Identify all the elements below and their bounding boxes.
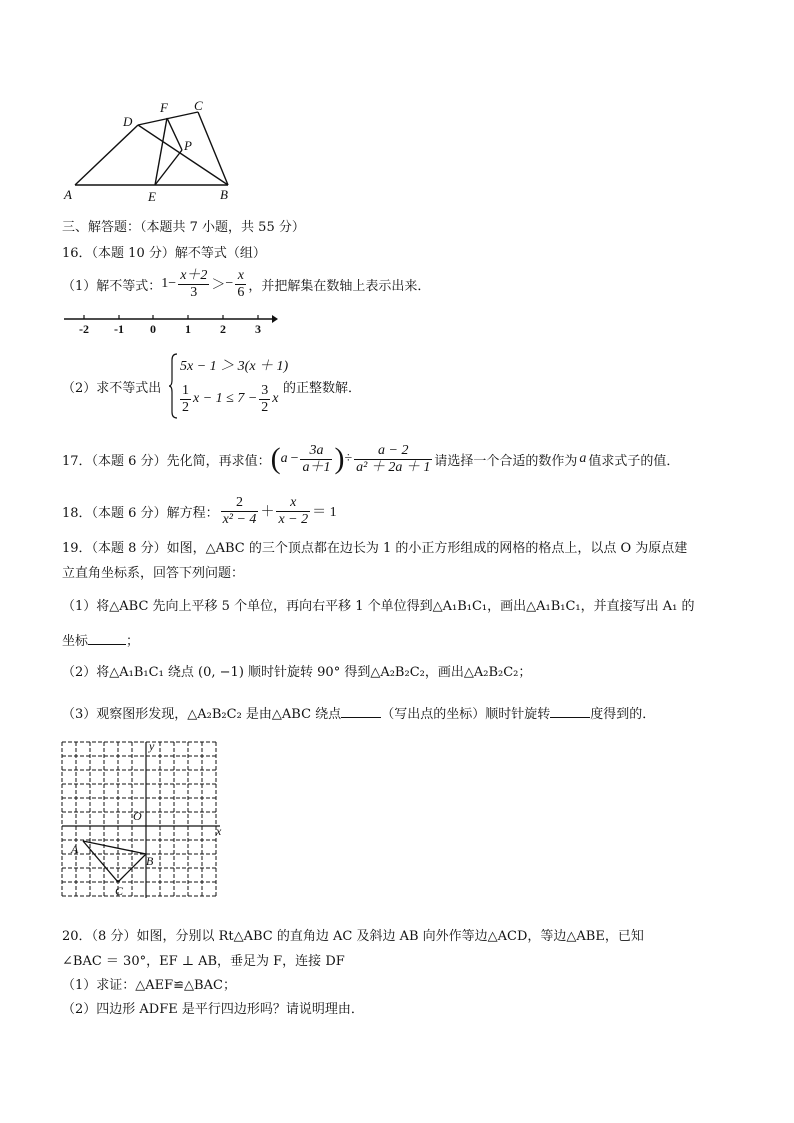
tick-label: -2 (79, 322, 89, 336)
system-line2-tail: x (272, 391, 279, 406)
tick-label: -1 (114, 322, 124, 336)
answer-blank-angle[interactable] (550, 705, 590, 718)
system-line2-mid: x − 1 ≤ 7 − (193, 391, 258, 406)
q17-frac1 (300, 443, 332, 476)
q17-div: ÷ (344, 451, 353, 466)
label-F: F (160, 100, 168, 115)
q18-frac1 (221, 495, 259, 528)
grid-label-A: A (71, 842, 79, 856)
q18-frac1-num: 2 (221, 495, 259, 512)
system-frac1-den: 2 (182, 399, 189, 415)
q17-var: a (579, 451, 587, 466)
q16-part1 (62, 264, 430, 304)
ineq-one: 1 (161, 276, 169, 291)
number-line (62, 310, 282, 336)
q19-line2: 立直角坐标系，回答下列问题： (62, 566, 245, 581)
label-E: E (148, 189, 156, 204)
q18-eq: ＝ 1 (312, 505, 337, 520)
tick-label: 3 (255, 322, 261, 336)
label-A: A (64, 187, 72, 202)
q18 (62, 491, 337, 531)
grid-label-x: x (216, 824, 222, 838)
ineq-neg: − (225, 276, 234, 291)
q20-part2: （2）四边形 ADFE 是平行四边形吗？请说明理由． (62, 1002, 364, 1017)
grid-label-C: C (115, 884, 124, 898)
q17-frac1-num: 3a (300, 443, 332, 460)
q16-part1-suffix: ，并把解集在数轴上表示出来． (248, 278, 431, 294)
q16-part2-prefix: （2）求不等式出 (62, 381, 162, 396)
system-frac2-den: 2 (261, 399, 269, 415)
q19-part1-c: ； (126, 634, 140, 649)
ineq-frac2 (235, 268, 246, 301)
q17-frac2 (354, 443, 432, 476)
q18-frac2-den: x − 2 (278, 511, 309, 527)
section-heading: 三、解答题：（本题共 7 小题，共 55 分） (62, 220, 305, 235)
q20-line1: 20．（8 分）如图，分别以 Rt△ABC 的直角边 AC 及斜边 AB 向外作等边△ACD，等边△ABE，已知 (62, 929, 644, 944)
q18-frac1-den: x² − 4 (222, 511, 257, 527)
grid-label-B: B (146, 854, 154, 868)
grid-label-O: O (133, 809, 142, 823)
system-frac2 (259, 383, 270, 416)
q16-part2-suffix: 的正整数解． (283, 381, 362, 396)
system-line1: 5x − 1 ＞ 3(x ＋ 1) (180, 359, 289, 374)
q19-part3 (62, 703, 655, 722)
q18-frac2 (276, 495, 310, 528)
q17-rparen: ) (334, 442, 345, 475)
ineq-frac2-num: x (235, 268, 246, 285)
q17-suffix-b: 值求式子的值． (588, 453, 680, 469)
tick-label: 1 (185, 322, 191, 336)
answer-blank-a1[interactable] (88, 632, 126, 645)
q19-line1: 19．（本题 8 分）如图，△ABC 的三个顶点都在边长为 1 的小正方形组成的网格的格点上，以点 O 为原点建 (62, 541, 688, 556)
system-frac1 (180, 383, 191, 416)
q17 (62, 438, 679, 480)
ineq-gt: ＞ (211, 278, 226, 293)
q19-part1-b: 坐标 (62, 634, 89, 649)
q17-a: a (280, 451, 288, 466)
ineq-minus: − (168, 276, 177, 291)
system-brace (168, 353, 178, 419)
q19-part2: （2）将△A₁B₁C₁ 绕点 (0, −1) 顺时针旋转 90° 得到△A₂B₂C₂，画出△A₂B₂C₂； (62, 665, 532, 680)
tick-label: 2 (220, 322, 226, 336)
label-P: P (184, 138, 192, 153)
q17-minus: − (290, 451, 299, 466)
system-frac1-num: 1 (182, 382, 189, 398)
q20-part1: （1）求证：△AEF≌△BAC； (62, 978, 236, 993)
q18-plus: ＋ (260, 505, 275, 520)
q17-frac1-den: a＋1 (302, 459, 331, 475)
q17-prefix: 17．（本题 6 分）先化简，再求值： (62, 453, 271, 469)
q19-part1-a: （1）将△ABC 先向上平移 5 个单位，再向右平移 1 个单位得到△A₁B₁C₁，画出△A₁B₁C₁，并直接写出 A₁ 的 (62, 599, 695, 614)
system-frac2-num: 3 (261, 382, 269, 398)
label-B: B (220, 187, 228, 202)
q16-header: 16．（本题 10 分）解不等式（组） (62, 246, 266, 261)
answer-blank-center[interactable] (341, 705, 381, 718)
q16-part1-prefix: （1）解不等式： (62, 278, 162, 294)
ineq-frac1-den: 3 (190, 284, 198, 300)
q17-frac2-den: a² ＋ 2a ＋ 1 (356, 459, 431, 475)
system-line2 (178, 380, 279, 418)
grid-label-y: y (149, 740, 155, 753)
q19-part1-line2 (62, 630, 139, 649)
ineq-frac2-den: 6 (237, 284, 245, 300)
q17-frac2-num: a − 2 (354, 443, 432, 460)
ineq-frac1 (178, 268, 209, 301)
q19-part3-c: 度得到的． (590, 707, 656, 722)
quadrilateral-figure (60, 95, 250, 205)
ineq-frac1-num: x＋2 (180, 267, 208, 283)
q17-lparen: ( (270, 442, 281, 475)
tick-label: 0 (150, 322, 156, 336)
q18-frac2-num: x (276, 495, 310, 512)
q19-part3-b: （写出点的坐标）顺时针旋转 (381, 707, 551, 722)
q18-prefix: 18．（本题 6 分）解方程： (62, 505, 219, 521)
label-D: D (123, 114, 133, 129)
q20-line2: ∠BAC ＝ 30°，EF ⊥ AB，垂足为 F，连接 DF (62, 954, 345, 969)
coordinate-grid-figure (60, 740, 230, 900)
label-C: C (194, 98, 203, 113)
q17-suffix-a: 请选择一个合适的数作为 (434, 453, 578, 469)
q19-part3-a: （3）观察图形发现，△A₂B₂C₂ 是由△ABC 绕点 (62, 707, 342, 722)
